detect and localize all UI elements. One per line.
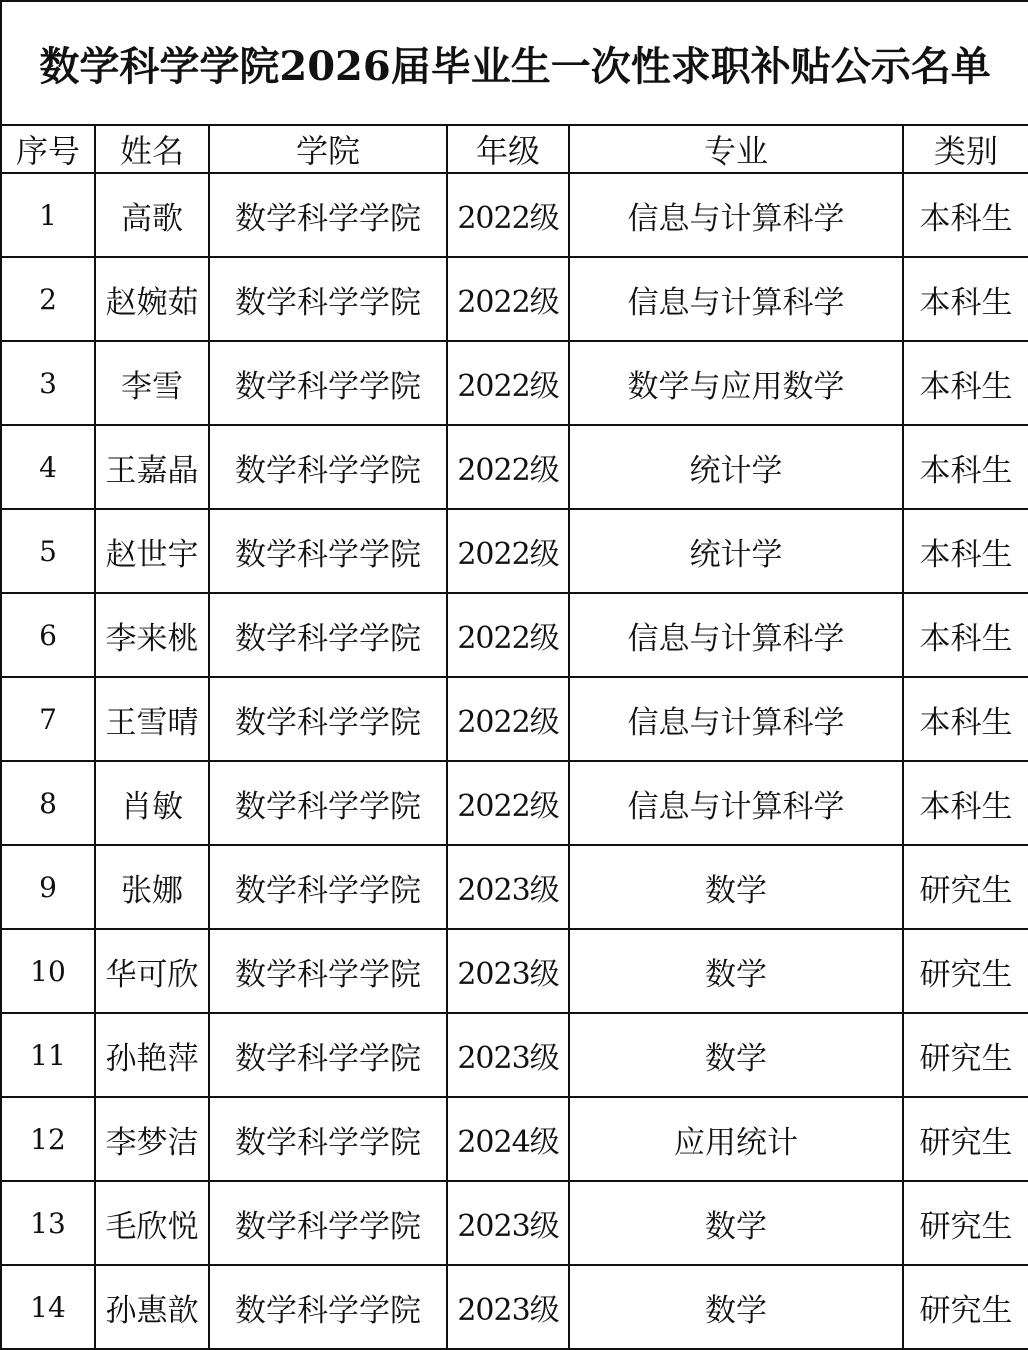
cell-index: 8 — [1, 761, 95, 845]
table-row — [1, 341, 1028, 425]
cell-name: 李梦洁 — [95, 1097, 209, 1181]
cell-index: 7 — [1, 677, 95, 761]
cell-college: 数学科学学院 — [209, 509, 447, 593]
cell-category: 本科生 — [903, 173, 1028, 257]
cell-category: 研究生 — [903, 1097, 1028, 1181]
cell-index: 9 — [1, 845, 95, 929]
cell-index: 11 — [1, 1013, 95, 1097]
cell-college: 数学科学学院 — [209, 593, 447, 677]
cell-college: 数学科学学院 — [209, 257, 447, 341]
header-name: 姓名 — [95, 125, 209, 173]
cell-grade: 2023级 — [447, 929, 569, 1013]
header-grade: 年级 — [447, 125, 569, 173]
table-row — [1, 509, 1028, 593]
cell-college: 数学科学学院 — [209, 845, 447, 929]
cell-grade: 2022级 — [447, 173, 569, 257]
cell-major: 应用统计 — [569, 1097, 903, 1181]
table-row — [1, 593, 1028, 677]
header-row — [1, 125, 1028, 173]
cell-name: 孙惠歆 — [95, 1265, 209, 1349]
cell-name: 孙艳萍 — [95, 1013, 209, 1097]
cell-major: 数学 — [569, 1265, 903, 1349]
cell-major: 信息与计算科学 — [569, 173, 903, 257]
cell-index: 10 — [1, 929, 95, 1013]
table-row — [1, 929, 1028, 1013]
cell-category: 本科生 — [903, 509, 1028, 593]
table-row — [1, 677, 1028, 761]
cell-index: 1 — [1, 173, 95, 257]
cell-category: 本科生 — [903, 761, 1028, 845]
cell-college: 数学科学学院 — [209, 1013, 447, 1097]
cell-grade: 2022级 — [447, 425, 569, 509]
header-category: 类别 — [903, 125, 1028, 173]
document-title: 数学科学学院2026届毕业生一次性求职补贴公示名单 — [1, 1, 1028, 125]
cell-grade: 2022级 — [447, 677, 569, 761]
cell-college: 数学科学学院 — [209, 173, 447, 257]
cell-grade: 2022级 — [447, 593, 569, 677]
cell-name: 李来桃 — [95, 593, 209, 677]
cell-grade: 2022级 — [447, 509, 569, 593]
cell-index: 5 — [1, 509, 95, 593]
cell-name: 肖敏 — [95, 761, 209, 845]
cell-grade: 2022级 — [447, 761, 569, 845]
cell-category: 本科生 — [903, 677, 1028, 761]
cell-college: 数学科学学院 — [209, 677, 447, 761]
cell-index: 3 — [1, 341, 95, 425]
table-row — [1, 1097, 1028, 1181]
cell-major: 数学 — [569, 1013, 903, 1097]
cell-college: 数学科学学院 — [209, 425, 447, 509]
cell-category: 研究生 — [903, 929, 1028, 1013]
cell-index: 6 — [1, 593, 95, 677]
cell-category: 研究生 — [903, 1265, 1028, 1349]
header-index: 序号 — [1, 125, 95, 173]
cell-college: 数学科学学院 — [209, 929, 447, 1013]
cell-grade: 2023级 — [447, 1181, 569, 1265]
table-row — [1, 1013, 1028, 1097]
cell-name: 李雪 — [95, 341, 209, 425]
cell-college: 数学科学学院 — [209, 1265, 447, 1349]
cell-major: 数学 — [569, 845, 903, 929]
cell-major: 数学 — [569, 929, 903, 1013]
cell-grade: 2022级 — [447, 341, 569, 425]
cell-category: 研究生 — [903, 1181, 1028, 1265]
cell-category: 研究生 — [903, 845, 1028, 929]
cell-major: 数学与应用数学 — [569, 341, 903, 425]
header-major: 专业 — [569, 125, 903, 173]
cell-grade: 2023级 — [447, 1265, 569, 1349]
cell-major: 信息与计算科学 — [569, 257, 903, 341]
cell-college: 数学科学学院 — [209, 1181, 447, 1265]
table-row — [1, 1181, 1028, 1265]
cell-name: 赵婉茹 — [95, 257, 209, 341]
cell-category: 本科生 — [903, 341, 1028, 425]
cell-major: 统计学 — [569, 425, 903, 509]
cell-index: 4 — [1, 425, 95, 509]
cell-grade: 2024级 — [447, 1097, 569, 1181]
cell-college: 数学科学学院 — [209, 341, 447, 425]
table-row — [1, 173, 1028, 257]
cell-index: 2 — [1, 257, 95, 341]
cell-grade: 2023级 — [447, 1013, 569, 1097]
table-body — [1, 173, 1028, 1349]
cell-college: 数学科学学院 — [209, 761, 447, 845]
cell-major: 统计学 — [569, 509, 903, 593]
table-row — [1, 761, 1028, 845]
cell-major: 信息与计算科学 — [569, 677, 903, 761]
table-row — [1, 845, 1028, 929]
cell-index: 14 — [1, 1265, 95, 1349]
header-college: 学院 — [209, 125, 447, 173]
cell-index: 13 — [1, 1181, 95, 1265]
cell-category: 本科生 — [903, 257, 1028, 341]
cell-name: 王雪晴 — [95, 677, 209, 761]
cell-major: 信息与计算科学 — [569, 761, 903, 845]
cell-major: 信息与计算科学 — [569, 593, 903, 677]
cell-grade: 2022级 — [447, 257, 569, 341]
cell-college: 数学科学学院 — [209, 1097, 447, 1181]
cell-category: 本科生 — [903, 593, 1028, 677]
cell-grade: 2023级 — [447, 845, 569, 929]
cell-name: 王嘉晶 — [95, 425, 209, 509]
cell-name: 赵世宇 — [95, 509, 209, 593]
cell-name: 张娜 — [95, 845, 209, 929]
cell-name: 华可欣 — [95, 929, 209, 1013]
cell-major: 数学 — [569, 1181, 903, 1265]
cell-name: 高歌 — [95, 173, 209, 257]
cell-category: 本科生 — [903, 425, 1028, 509]
cell-name: 毛欣悦 — [95, 1181, 209, 1265]
table-row — [1, 1265, 1028, 1349]
table-row — [1, 257, 1028, 341]
cell-category: 研究生 — [903, 1013, 1028, 1097]
table-row — [1, 425, 1028, 509]
cell-index: 12 — [1, 1097, 95, 1181]
